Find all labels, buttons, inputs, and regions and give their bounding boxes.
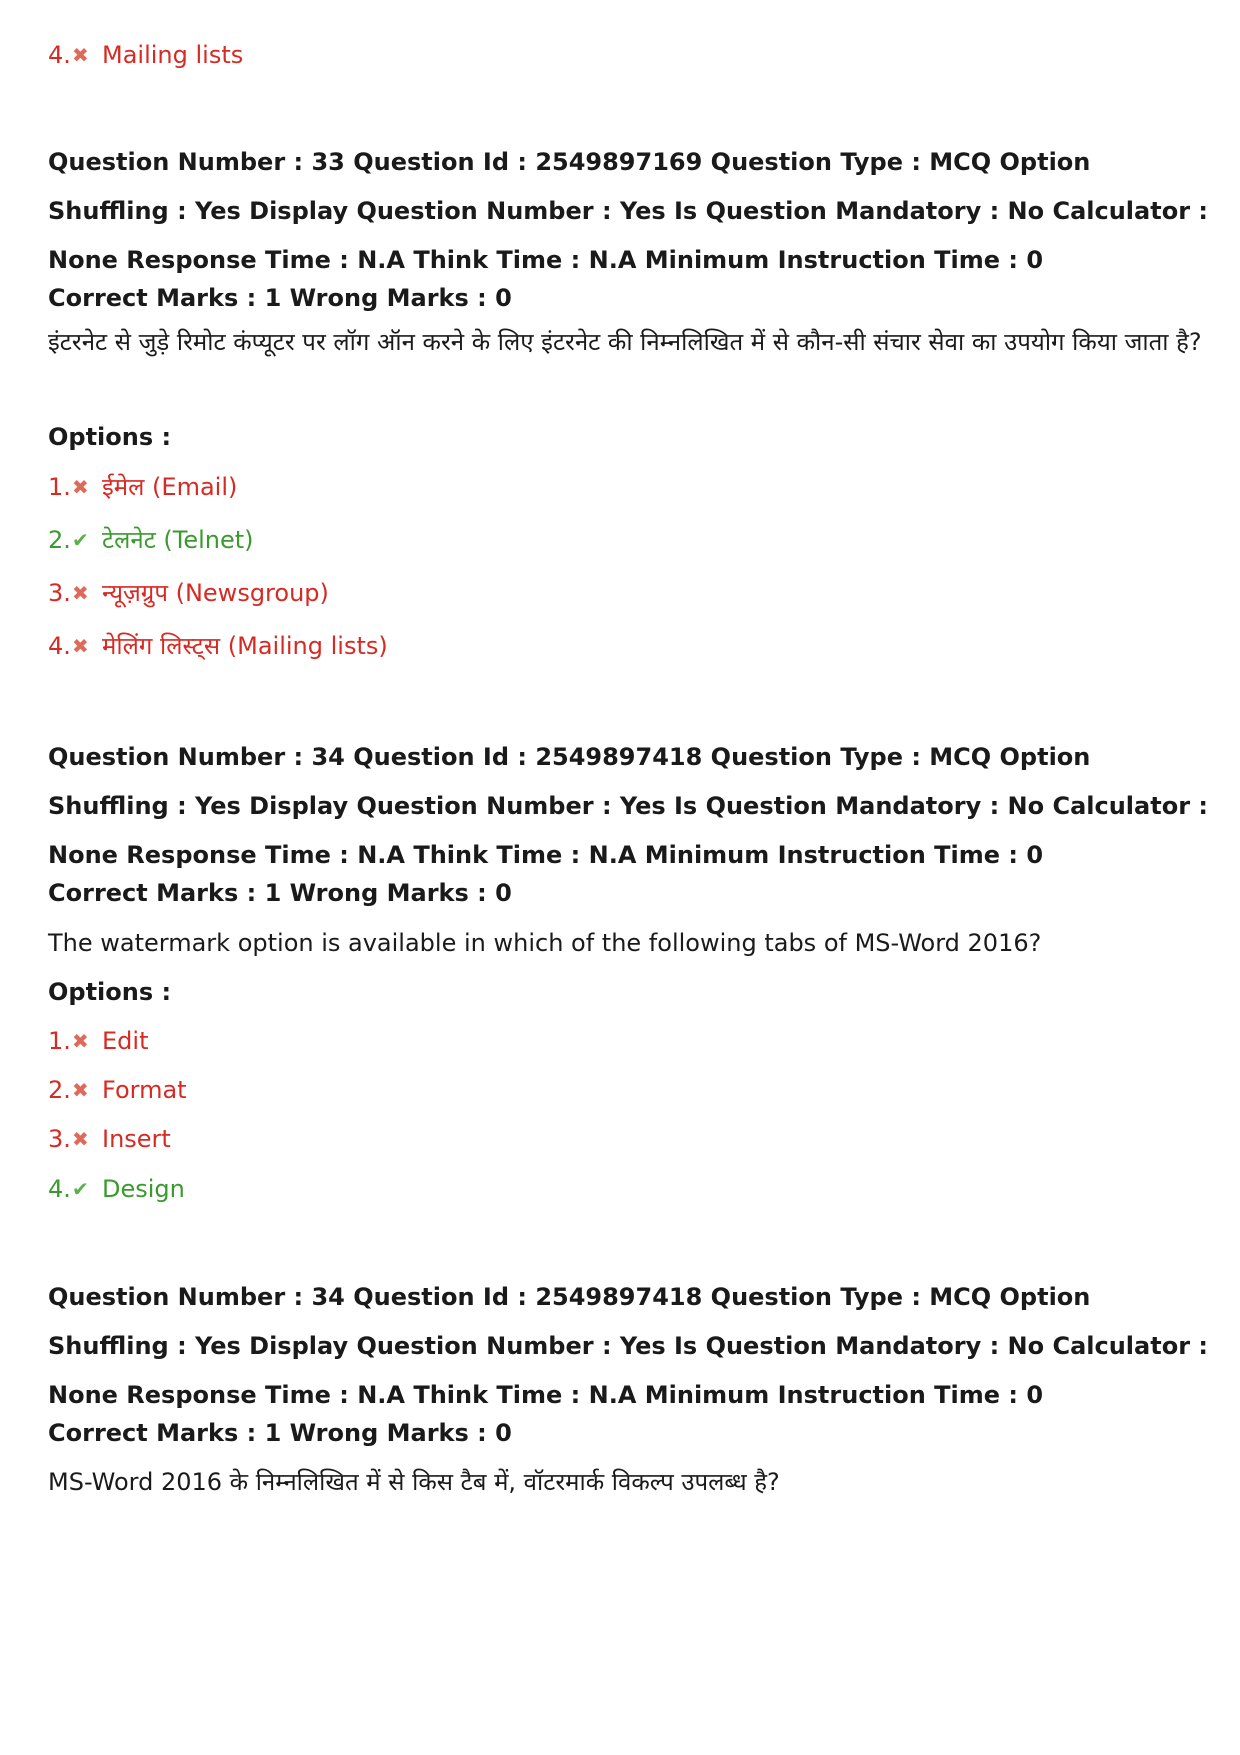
option-label: टेलनेट (Telnet)	[102, 526, 254, 554]
option-label: Edit	[102, 1027, 149, 1055]
question-text: इंटरनेट से जुड़े रिमोट कंप्यूटर पर लॉग ऑन करने के लिए इंटरनेट की निम्नलिखित में से कौन-सी संचार सेवा का उपयोग किया जाता है?	[48, 328, 1202, 356]
options-label-34	[48, 977, 171, 1007]
option-number: 4.	[48, 632, 71, 660]
option-label: न्यूज़ग्रुप (Newsgroup)	[102, 579, 329, 607]
question-block-34-hindi	[48, 1273, 1208, 1420]
cross-icon: ✖	[72, 634, 89, 658]
cross-icon: ✖	[72, 475, 89, 499]
question-marks: Correct Marks : 1 Wrong Marks : 0	[48, 879, 512, 907]
option-row	[48, 1124, 171, 1154]
option-number: 1.	[48, 1027, 71, 1055]
option-number: 4.	[48, 41, 71, 69]
marks-34-hindi	[48, 1418, 512, 1448]
question-text-34	[48, 928, 1208, 958]
option-row	[48, 1174, 185, 1204]
option-row	[48, 578, 329, 608]
option-label: ईमेल (Email)	[102, 473, 238, 501]
check-icon: ✔	[72, 1177, 89, 1201]
option-label: Insert	[102, 1125, 171, 1153]
question-text-34-hindi	[48, 1467, 1208, 1497]
option-number: 4.	[48, 1175, 71, 1203]
option-row	[48, 525, 254, 555]
marks-33	[48, 283, 512, 313]
option-row	[48, 1075, 187, 1105]
option-label: Format	[102, 1076, 187, 1104]
option-number: 2.	[48, 1076, 71, 1104]
question-text-33	[48, 320, 1208, 365]
option-number: 1.	[48, 473, 71, 501]
cross-icon: ✖	[72, 581, 89, 605]
cross-icon: ✖	[72, 1127, 89, 1151]
option-number: 3.	[48, 1125, 71, 1153]
question-meta: Question Number : 34 Question Id : 2549897418 Question Type : MCQ Option Shuffling : Yes Display Question Number : Yes Is Question Mandatory : No Calculator : None Response Time : N.A Think Time : N.A Minimum Instruction Time : 0	[48, 743, 1208, 869]
option-row	[48, 1026, 148, 1056]
question-text: MS-Word 2016 के निम्नलिखित में से किस टैब में, वॉटरमार्क विकल्प उपलब्ध है?	[48, 1468, 780, 1496]
question-meta: Question Number : 34 Question Id : 2549897418 Question Type : MCQ Option Shuffling : Yes Display Question Number : Yes Is Question Mandatory : No Calculator : None Response Time : N.A Think Time : N.A Minimum Instruction Time : 0	[48, 1283, 1208, 1409]
option-row	[48, 631, 388, 661]
question-marks: Correct Marks : 1 Wrong Marks : 0	[48, 1419, 512, 1447]
cross-icon: ✖	[72, 1078, 89, 1102]
option-number: 3.	[48, 579, 71, 607]
question-block-34	[48, 733, 1208, 880]
question-meta: Question Number : 33 Question Id : 2549897169 Question Type : MCQ Option Shuffling : Yes Display Question Number : Yes Is Question Mandatory : No Calculator : None Response Time : N.A Think Time : N.A Minimum Instruction Time : 0	[48, 148, 1208, 274]
check-icon: ✔	[72, 528, 89, 552]
options-label: Options :	[48, 423, 172, 451]
option-number: 2.	[48, 526, 71, 554]
question-block-33	[48, 138, 1208, 285]
question-marks: Correct Marks : 1 Wrong Marks : 0	[48, 284, 512, 312]
option-label: Design	[102, 1175, 185, 1203]
cross-icon: ✖	[72, 43, 89, 67]
cross-icon: ✖	[72, 1029, 89, 1053]
marks-34	[48, 878, 512, 908]
question-text: The watermark option is available in which of the following tabs of MS-Word 2016?	[48, 929, 1042, 957]
option-row	[48, 472, 237, 502]
option-label: Mailing lists	[102, 41, 244, 69]
options-label: Options :	[48, 978, 172, 1006]
option-label: मेलिंग लिस्ट्स (Mailing lists)	[102, 632, 388, 660]
options-label-33	[48, 422, 171, 452]
option-row	[48, 40, 243, 70]
